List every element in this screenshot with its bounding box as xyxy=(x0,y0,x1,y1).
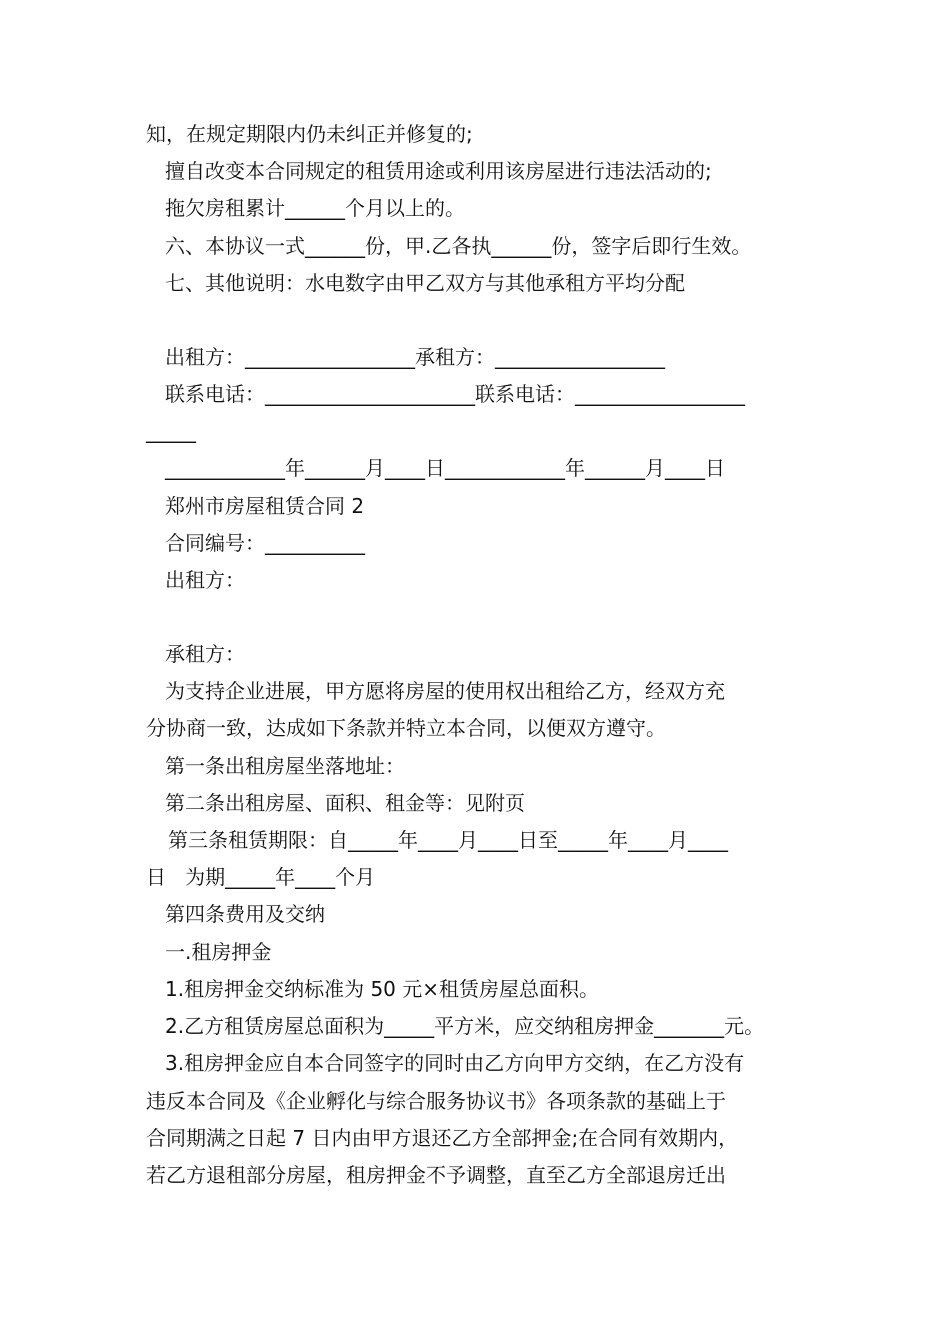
text-line: 违反本合同及《企业孵化与综合服务协议书》各项条款的基础上于 xyxy=(146,1089,726,1113)
text-line: 若乙方退租部分房屋，租房押金不予调整，直至乙方全部退房迁出 xyxy=(146,1163,726,1187)
text-line: 为支持企业进展，甲方愿将房屋的使用权出租给乙方，经双方充 xyxy=(165,679,725,703)
text-line: 擅自改变本合同规定的租赁用途或利用该房屋进行违法活动的; xyxy=(165,159,712,183)
clause-1: 第一条出租房屋坐落地址： xyxy=(165,754,405,778)
signature-line-continuation: _____ xyxy=(146,419,196,443)
contract-title: 郑州市房屋租赁合同 2 xyxy=(165,494,365,518)
deposit-item-3: 3.租房押金应自本合同签字的同时由乙方向甲方交纳，在乙方没有 xyxy=(165,1051,745,1075)
clause-3: 第三条租赁期限：自_____年____月____日至_____年____月____ xyxy=(168,828,728,852)
deposit-item-2: 2.乙方租赁房屋总面积为_____平方米，应交纳租房押金_______元。 xyxy=(165,1014,765,1038)
clause-3-continuation: 日 为期_____年____个月 xyxy=(146,865,376,889)
contract-number: 合同编号：__________ xyxy=(165,531,365,555)
text-line: 六、本协议一式______份，甲.乙各执______份，签字后即行生效。 xyxy=(165,234,752,258)
signature-line-lessor-lessee: 出租方：_________________承租方：_________________ xyxy=(165,345,665,369)
subsection-deposit: 一.租房押金 xyxy=(165,940,272,964)
clause-4: 第四条费用及交纳 xyxy=(165,902,325,926)
text-line: 七、其他说明：水电数字由甲乙双方与其他承租方平均分配 xyxy=(165,271,685,295)
lessor-label: 出租方： xyxy=(165,568,245,592)
text-line: 合同期满之日起 7 日内由甲方退还乙方全部押金;在合同有效期内， xyxy=(146,1126,739,1150)
text-line: 知，在规定期限内仍未纠正并修复的; xyxy=(146,122,473,146)
lessee-label: 承租方： xyxy=(165,642,245,666)
text-line: 拖欠房租累计______个月以上的。 xyxy=(165,196,465,220)
signature-line-dates: ____________年______月____日____________年______月____日 xyxy=(165,456,725,480)
clause-2: 第二条出租房屋、面积、租金等：见附页 xyxy=(165,791,525,815)
signature-line-phones: 联系电话：_____________________联系电话：_________________ xyxy=(165,382,745,406)
text-line: 分协商一致，达成如下条款并特立本合同，以便双方遵守。 xyxy=(146,716,666,740)
deposit-item-1: 1.租房押金交纳标准为 50 元×租赁房屋总面积。 xyxy=(165,977,600,1001)
